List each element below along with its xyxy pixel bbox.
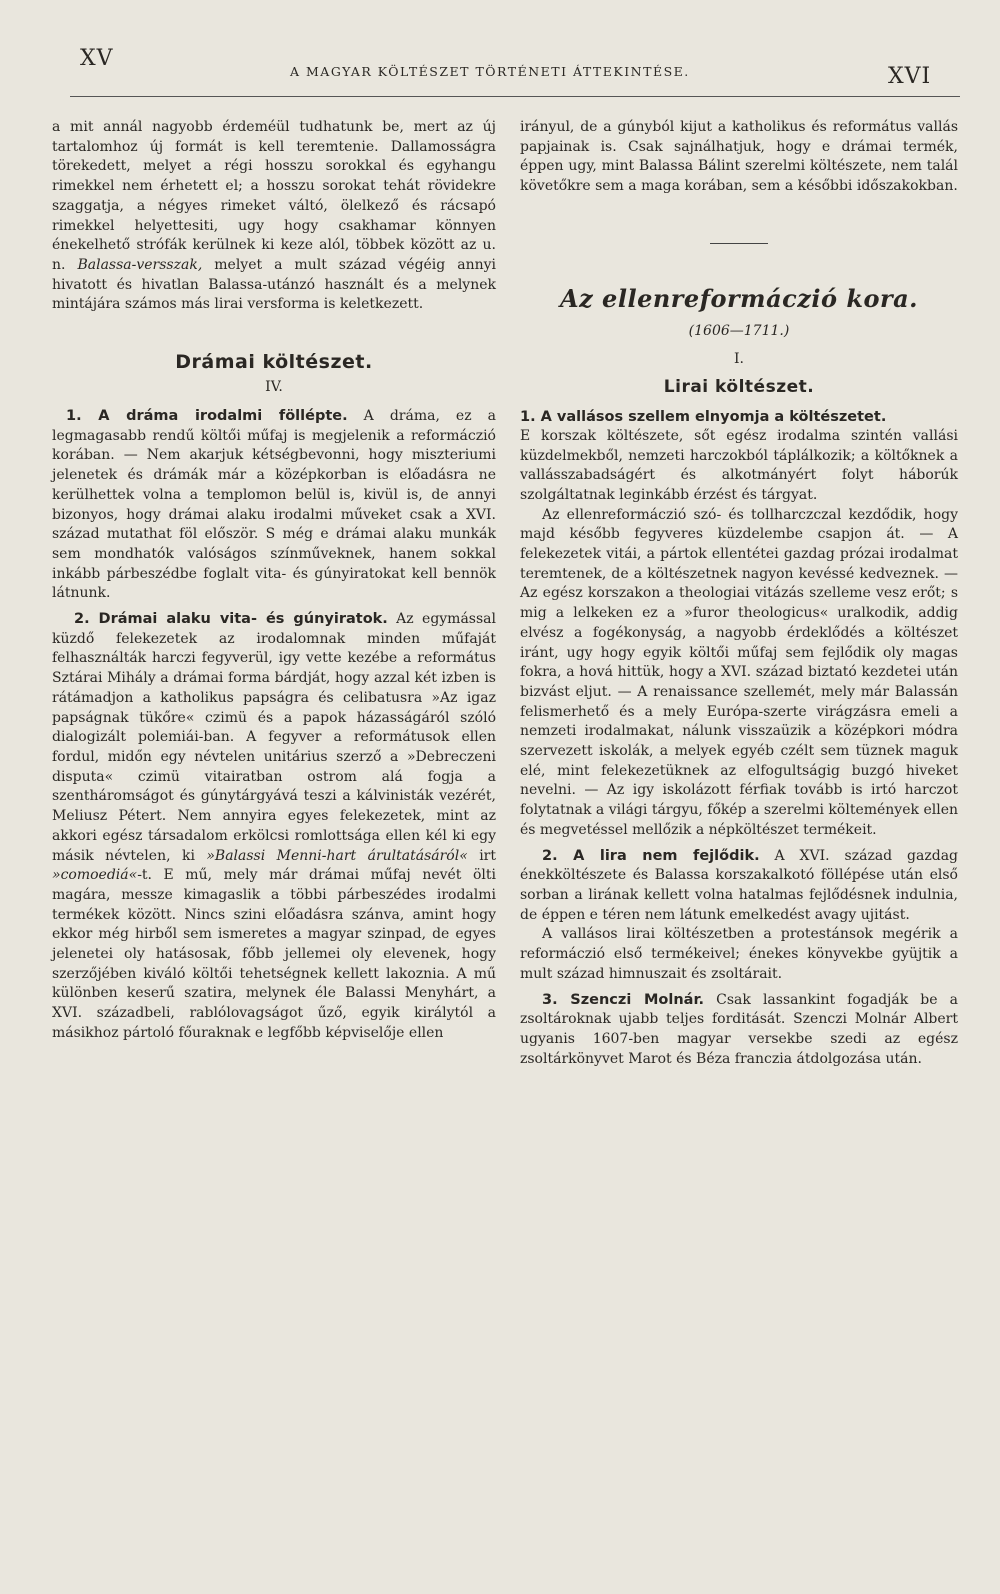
- section-divider: [710, 243, 768, 244]
- text-span: -t. E mű, mely már drámai műfaj nevét ölti magára, messze kimagaslik a többi párbeszédes irodalmi termékek között. Nincs szini előadásra szánva, amint hogy ekkor még hirből sem ismeretes a magyar szinpad, de egyes jelenetei oly hatásosak, főbb jellemei oly elevenek, hogy szerzőjében kiváló költői tehetségnek kellett lakoznia. A mű különben keserű szatira, melynek éle Balassi Menyhárt, a XVI. századbeli, rablólovagságot űző, egyik királytól a másikhoz pártoló főuraknak e legfőbb képviselője ellen: [52, 867, 496, 1041]
- paragraph-szenczi: [520, 991, 958, 1070]
- paragraph-counterreformation: Az ellenreformáczió szó- és tollharczczal kezdődik, hogy majd később fegyveres küzdelembe csapjon át. — A felekezetek vitái, a pártok ellentétei gazdag prózai irodalmat teremtenek, de a költészetnek nagyon kevéssé kedveznek. — Az egész korszakon a theologiai vitázás szelleme vesz erőt; s mig a lelkeken ez a »furor theologicus« uralkodik, addig elvész a fogékonyság, a nagyobb érdeklődés a költészet iránt, ugy hogy egyik költői műfaj sem fejlődik oly magas fokra, a hová hittük, hogy a XVI. század biztató kezdetei után bizvást eljut. — A renaissance szellemét, mely már Balassán felismerhető és a mely Európa-szerte virágzásra emeli a nemzeti irodalmakat, nálunk visszaüzik a középkori módra szervezett iskolák, a melyek egyéb czélt sem tüznek maguk elé, mint felekezetüknek az elfogultságig buzgó hiveket nevelni. — Az igy iskolázott férfiak tovább is irtó harczot folytatnak a világi tárgyu, főkép a szerelmi költemények ellen és megvetéssel mellőzik a népköltészet termékeit.: [520, 506, 958, 838]
- paragraph-balassa: [52, 118, 496, 315]
- header-rule: [70, 96, 960, 97]
- section-title-drama: Drámai költészet.: [175, 351, 373, 374]
- paragraph-polemics: [52, 610, 496, 1043]
- text-span: irt: [467, 847, 496, 864]
- subheading: 2. Drámai alaku vita- és gúnyiratok.: [74, 611, 388, 628]
- era-years: (1606—1711.): [688, 322, 790, 339]
- section-title-lyric: Lirai költészet.: [663, 376, 815, 397]
- subheading: 3. Szenczi Molnár.: [542, 991, 705, 1008]
- paragraph-drama-debut: [52, 407, 496, 604]
- running-title: A MAGYAR KÖLTÉSZET TÖRTÉNETI ÁTTEKINTÉSE.: [290, 64, 690, 79]
- text-span: A dráma, ez a legmagasabb rendű költői műfaj is megjelenik a reformáczió korában. — Nem akarjuk kétségbevonni, hogy miszteriumi jelenetek és drámák már a középkorban is előadásra ne kerülhettek volna a templomon belül is, kivül is, de annyi bizonyos, hogy drámai alaku irodalmi műveket csak a XVI. század mutathat föl először. S még e drámai alaku munkák sem mondhatók valóságos színműveknek, hanem sokkal inkább párbeszédbe foglalt vita- és gúnyiratokat kell bennök látnunk.: [52, 408, 496, 602]
- paragraph-psalms: A vallásos lirai költészetben a protestánsok megérik a reformáczió első termékeivel; énekes könyvekbe gyüjtik a mult század himnuszait és zsoltárait.: [520, 926, 958, 982]
- paragraph-lyric: [520, 847, 958, 926]
- page-number-right: XVI: [888, 64, 932, 89]
- subheading: 1. A dráma irodalmi föllépte.: [66, 408, 348, 425]
- text-span: melyet a mult század végéig annyi hivatott és hivatlan Balassa-utánzó használt és a melynek mintájára számos más lirai versforma is keletkezett.: [52, 256, 496, 313]
- section-number: I.: [734, 350, 744, 367]
- italic-term: Balassa-versszak,: [77, 256, 203, 273]
- page-number-left: XV: [80, 46, 114, 71]
- right-column: [520, 118, 958, 1069]
- era-title: Az ellenreformáczió kora.: [559, 283, 919, 313]
- subheading: 1. A vallásos szellem elnyomja a költészetet.: [520, 408, 887, 425]
- italic-title: »Balassi Menni-hart árultatásáról«: [206, 847, 468, 864]
- section-number: IV.: [265, 379, 283, 396]
- text-span: a mit annál nagyobb érdeméül tudhatunk be, mert az új tartalomhoz új formát is kell teremtenie. Dallamosságra törekedett, melyet a régi hosszu sorokkal és egyhangu rimekkel nem érhetett el; a hosszu sorokat tehát rövidekre szaggatja, a négyes rimeket váltó, ölelkező és rácsapó rimekkel helyettesiti, ugy hogy csakhamar könnyen énekelhető strófák kerülnek ki keze alól, többek között az u. n.: [52, 119, 496, 273]
- left-column: [52, 118, 496, 1044]
- subheading: 2. A lira nem fejlődik.: [542, 847, 760, 864]
- text-span: Csak lassankint fogadják be a zsoltároknak ujabb teljes forditását. Szenczi Molnár Albert ugyanis 1607-ben magyar versekbe szedi az egész zsoltárkönyvet Marot és Béza franczia átdolgozása után.: [520, 991, 958, 1067]
- paragraph-religious-spirit: E korszak költészete, sőt egész irodalma szintén vallási küzdelmekből, nemzeti harczokból táplálkozik; a költőknek a vallásszabadságért és alkotmányért folyt háborúk szolgáltatnak leginkább érzést és tárgyat.: [520, 427, 958, 503]
- paragraph-continuation: irányul, de a gúnyból kijut a katholikus és református vallás papjainak is. Csak sajnálhatjuk, hogy e drámai termék, éppen ugy, mint Balassa Bálint szerelmi költészete, nem talál követőkre sem a maga korában, sem a későbbi időszakokban.: [520, 119, 958, 195]
- text-span: A XVI. század gazdag énekköltészete és Balassa korszakalkotó föllépése után első sorban a lirának kellett volna hatalmas fejlődésnek indulnia, de éppen e téren nem látunk emelkedést avagy ujitást.: [520, 847, 958, 923]
- text-span: Az egymással küzdő felekezetek az irodalomnak minden műfaját felhasználták harczi fegyverül, igy vette kezébe a református Sztárai Mihály a drámai forma bárdját, hogy azzal két izben is rátámadjon a katholikus papságra és celibatusra »Az igaz papságnak tükőre« czimü és a papok házasságáról szóló dialogizált polemiái-ban. A fegyver a reformátusok ellen fordul, midőn egy névtelen unitárius szerző a »Debreczeni disputa« czimü vitairatban ostrom alá fogja a szentháromságot és gúnytárgyává teszi a kálvinisták vezérét, Meliusz Pétert. Nem annyira egyes felekezetek, mint az akkori egész társadalom erkölcsi romlottsága ellen kél ki egy másik névtelen, ki: [52, 611, 497, 864]
- italic-title: »comoediá«: [52, 867, 138, 884]
